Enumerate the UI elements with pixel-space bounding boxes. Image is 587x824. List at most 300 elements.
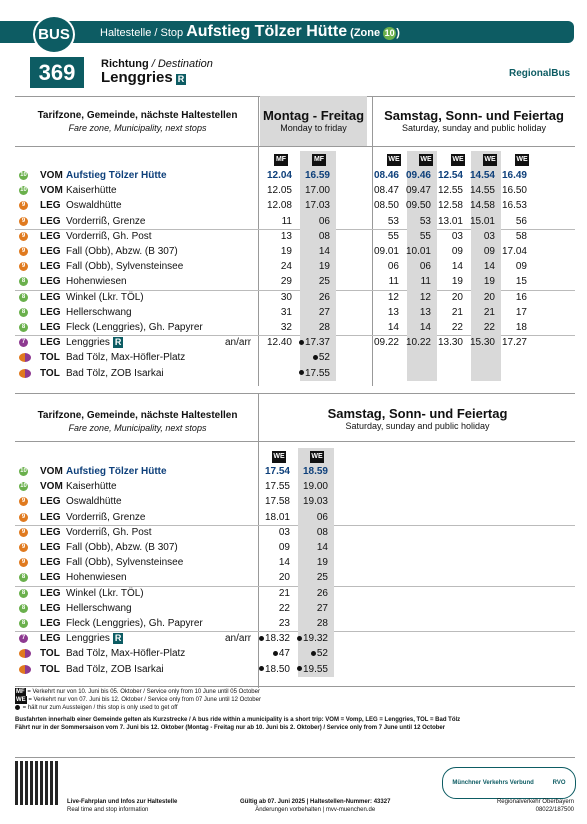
note-mf-tag: MF (16, 689, 25, 695)
departure-time (256, 510, 290, 525)
departure-value: 03 (483, 230, 495, 242)
departure-time (467, 320, 495, 335)
departure-time (371, 168, 399, 183)
departure-time (296, 183, 330, 198)
stop-name: Aufstieg Tölzer Hütte (66, 466, 167, 477)
zone-icon: 8 (19, 604, 28, 613)
departure-value: 12 (387, 291, 399, 303)
departure-value: 08.46 (373, 170, 399, 181)
stop-name: Bad Tölz, Max-Höfler-Platz (66, 648, 186, 660)
zone-icon: 9 (19, 497, 28, 506)
departure-value: 16 (515, 291, 527, 303)
departure-time (294, 494, 328, 509)
departure-time (296, 305, 330, 320)
departure-time (403, 214, 431, 229)
departure-time (499, 198, 527, 213)
stop-row (40, 555, 255, 570)
departure-time (403, 290, 431, 305)
departure-time (435, 168, 463, 183)
departure-value: 14.58 (469, 200, 495, 212)
departure-time (296, 350, 330, 365)
departure-value: 14 (451, 261, 463, 273)
stop-name: Fall (Obb), Sylvensteinsee (66, 261, 184, 273)
departure-time (435, 335, 463, 350)
departure-time (294, 631, 328, 646)
departure-value: 12.08 (266, 200, 292, 212)
departure-time (371, 320, 399, 335)
note-we-text: = Verkehrt nur von 07. Juni bis 12. Oktober / Service only from 07 June until 12 October (28, 697, 261, 703)
departure-value: 55 (419, 230, 431, 242)
departure-time (256, 570, 290, 585)
stop-name: Hohenwiesen (66, 572, 127, 584)
stops-title-2 (20, 410, 255, 435)
departure-value: 06 (387, 261, 399, 273)
departure-time (258, 320, 292, 335)
departure-time (294, 510, 328, 525)
exit-only-icon (15, 705, 20, 710)
departure-time (403, 198, 431, 213)
departure-value: 17.00 (304, 185, 330, 197)
stop-municipality: LEG (40, 496, 61, 508)
footer-valid (240, 798, 390, 814)
departure-value: 06 (316, 511, 328, 523)
departure-time (256, 555, 290, 570)
departure-time (294, 570, 328, 585)
departure-value: 14 (318, 246, 330, 257)
mvv-logo-text: Münchner Verkehrs Verbund (452, 780, 534, 786)
zone-icon: 9 (19, 528, 28, 537)
stop-municipality: LEG (40, 572, 61, 584)
stop-row (40, 290, 255, 305)
departure-time (294, 555, 328, 570)
note-we (15, 696, 261, 704)
departure-value: 13.30 (437, 337, 463, 349)
departure-time (467, 244, 495, 259)
departure-time (499, 320, 527, 335)
departure-value: 13 (280, 230, 292, 242)
departure-time (371, 274, 399, 289)
zone-icon: 10 (20, 187, 27, 194)
departure-time (294, 464, 328, 479)
zone-icon: 9 (19, 217, 28, 226)
departure-value: 22 (451, 322, 463, 333)
stop-row (40, 586, 255, 601)
departure-time (403, 244, 431, 259)
departure-value: 18.59 (302, 466, 328, 477)
departure-value: 18.01 (264, 511, 290, 523)
departure-value: 14.54 (469, 170, 495, 181)
divider (15, 146, 575, 147)
departure-time (256, 662, 290, 677)
departure-time (499, 214, 527, 229)
departure-time (371, 214, 399, 229)
stop-name: Lenggries (66, 337, 110, 349)
stop-municipality: LEG (40, 230, 61, 242)
line-number: 369 (30, 57, 84, 88)
departure-value: 17.37 (304, 337, 330, 349)
footer-live-de: Live-Fahrplan und Infos zur Haltestelle (67, 799, 178, 805)
departure-value: 16.59 (304, 170, 330, 181)
departure-time (435, 183, 463, 198)
stop-name: Vorderriß, Grenze (66, 215, 146, 227)
departure-value: 19 (451, 276, 463, 288)
stop-row (40, 214, 255, 229)
departure-time (256, 479, 290, 494)
zone-icon: 10 (20, 483, 27, 490)
zone-icon: 9 (19, 558, 28, 567)
departure-time (403, 168, 431, 183)
departure-time (296, 290, 330, 305)
stop-row (40, 540, 255, 555)
footer-valid-text: Gültig ab 07. Juni 2025 | Haltestellen-Nummer: 43327 (240, 799, 391, 805)
departure-time (435, 290, 463, 305)
departure-value: 16.49 (501, 170, 527, 181)
exit-only-icon (299, 340, 304, 345)
trip-tag: WE (272, 451, 286, 463)
zone-icon: 9 (19, 201, 28, 210)
stop-row (40, 305, 255, 320)
departure-value: 09 (515, 261, 527, 273)
zone-icon: 8 (19, 619, 28, 628)
departure-time (296, 198, 330, 213)
exit-only-icon (259, 636, 264, 641)
stop-row (40, 510, 255, 525)
departure-value: 27 (316, 602, 328, 614)
departure-time (258, 290, 292, 305)
departure-time (296, 244, 330, 259)
departure-value: 03 (451, 230, 463, 242)
zone-icon: 9 (19, 513, 28, 522)
departure-value: 19.03 (302, 496, 328, 508)
trip-tag: MF (312, 154, 326, 166)
departure-value: 47 (278, 648, 290, 660)
departure-value: 09 (451, 246, 463, 257)
note-exit (15, 704, 178, 712)
stop-row (40, 320, 255, 335)
departure-value: 17.55 (264, 481, 290, 493)
we-title-2 (260, 406, 575, 432)
departure-time (499, 183, 527, 198)
departure-time (499, 274, 527, 289)
departure-value: 15.01 (469, 215, 495, 227)
exit-only-icon (311, 651, 316, 656)
departure-time (296, 274, 330, 289)
departure-time (371, 198, 399, 213)
departure-time (403, 183, 431, 198)
departure-value: 12.05 (266, 185, 292, 197)
stop-row (40, 366, 255, 381)
departure-value: 12.55 (437, 185, 463, 197)
departure-value: 17.58 (264, 496, 290, 508)
stop-name: Bad Tölz, ZOB Isarkai (66, 367, 164, 379)
trip-tag: MF (274, 154, 288, 166)
departure-time (371, 335, 399, 350)
bus-badge: BUS (33, 15, 75, 54)
direction-label: Richtung (101, 58, 149, 70)
departure-value: 28 (316, 618, 328, 629)
departure-value: 11 (420, 276, 431, 288)
departure-value: 22 (483, 322, 495, 333)
direction-label-en: / Destination (151, 58, 213, 70)
zone-icon: 9 (19, 543, 28, 552)
departure-value: 55 (387, 230, 399, 242)
zone-icon (19, 353, 31, 362)
departure-value: 22 (278, 602, 290, 614)
stop-row (40, 601, 255, 616)
departure-value: 13 (419, 306, 431, 318)
departure-time (371, 290, 399, 305)
departure-value: 12.58 (437, 200, 463, 212)
zone-badge: 10 (384, 27, 395, 38)
departure-time (258, 305, 292, 320)
departure-value: 13 (387, 306, 399, 318)
departure-time (467, 183, 495, 198)
zone-icon (19, 665, 31, 674)
departure-time (294, 662, 328, 677)
departure-time (258, 259, 292, 274)
departure-value: 53 (419, 215, 431, 227)
departure-time (258, 335, 292, 350)
operator-code: 08022/187500 (535, 807, 574, 813)
departure-value: 31 (280, 306, 292, 318)
destination: Lenggries (101, 69, 173, 86)
departure-time (499, 305, 527, 320)
footer-changes: Änderungen vorbehalten | mvv-muenchen.de (255, 807, 376, 813)
stop-municipality: TOL (40, 367, 60, 379)
qr-code[interactable] (15, 761, 59, 805)
zone-icon: 9 (19, 232, 28, 241)
rail-badge: R (114, 633, 122, 644)
departure-time (296, 229, 330, 244)
departure-value: 17.27 (501, 337, 527, 349)
zone-icon (19, 649, 31, 658)
stop-municipality: LEG (40, 633, 61, 645)
departure-value: 30 (280, 291, 292, 303)
stop-name: Oswaldhütte (66, 496, 122, 508)
departure-value: 08 (318, 230, 330, 242)
stop-row (40, 168, 255, 183)
departure-time (371, 183, 399, 198)
exit-only-icon (313, 355, 318, 360)
departure-time (435, 305, 463, 320)
departure-time (294, 525, 328, 540)
stops-title-de: Tarifzone, Gemeinde, nächste Haltestellen (37, 410, 238, 421)
departure-time (467, 259, 495, 274)
stop-municipality: LEG (40, 322, 61, 333)
stops-title-en: Fare zone, Municipality, next stops (68, 423, 207, 433)
stop-municipality: VOM (40, 481, 63, 493)
stop-municipality: LEG (40, 337, 61, 349)
stop-municipality: TOL (40, 663, 60, 675)
stop-row (40, 464, 255, 479)
departure-time (371, 259, 399, 274)
departure-value: 32 (280, 322, 292, 333)
departure-value: 24 (280, 261, 292, 273)
departure-value: 20 (278, 572, 290, 584)
departure-value: 21 (451, 306, 463, 318)
departure-time (467, 274, 495, 289)
zone-prefix: (Zone (350, 27, 381, 39)
departure-value: 56 (515, 215, 527, 227)
divider (15, 393, 575, 394)
departure-time (256, 601, 290, 616)
stop-name: Vorderriß, Gh. Post (66, 230, 152, 242)
zone-icon: 8 (19, 573, 28, 582)
departure-time (258, 229, 292, 244)
departure-time (499, 229, 527, 244)
departure-time (371, 229, 399, 244)
operator-name: Regionalverkehr Oberbayern (496, 799, 574, 805)
departure-value: 16.53 (501, 200, 527, 212)
departure-time (256, 494, 290, 509)
stop-municipality: LEG (40, 200, 61, 212)
zone-icon (19, 369, 31, 378)
rvo-logo-text: RVO (552, 780, 566, 786)
stop-row (40, 662, 255, 677)
departure-time (435, 214, 463, 229)
stop-name: Aufstieg Tölzer Hütte (186, 23, 348, 40)
departure-value: 09.50 (405, 200, 431, 212)
departure-value: 11 (388, 276, 399, 288)
divider (15, 441, 575, 442)
stop-name: Hohenwiesen (66, 276, 127, 288)
departure-value: 26 (318, 291, 330, 303)
departure-time (294, 586, 328, 601)
departure-time (296, 214, 330, 229)
stop-row (40, 198, 255, 213)
departure-value: 13.01 (437, 215, 463, 227)
departure-time (258, 244, 292, 259)
we-title-en: Saturday, sunday and public holiday (402, 123, 546, 133)
departure-time (258, 274, 292, 289)
divider (15, 757, 575, 758)
we-title (374, 108, 574, 134)
note-short-trip: Busfahrten innerhalb einer Gemeinde gelten als Kurzstrecke / A bus ride within a municipality is a short trip: VOM = Vomp, LEG = Lenggries, TOL = Bad Tölz (15, 717, 461, 723)
footer-live (67, 798, 177, 814)
departure-time (403, 259, 431, 274)
mf-title-de: Montag - Freitag (262, 108, 365, 123)
departure-time (258, 198, 292, 213)
departure-time (296, 168, 330, 183)
departure-time (435, 198, 463, 213)
departure-time (403, 335, 431, 350)
departure-value: 18.32 (264, 633, 290, 645)
departure-value: 08.50 (373, 200, 399, 212)
departure-value: 10.01 (405, 246, 431, 257)
stop-municipality: LEG (40, 261, 61, 273)
departure-value: 14 (316, 542, 328, 553)
departure-value: 58 (515, 230, 527, 242)
departure-value: 09.46 (405, 170, 431, 181)
note-mf-text: = Verkehrt nur von 10. Juni bis 05. Oktober / Service only from 10 June until 05 October (27, 689, 260, 695)
stop-municipality: LEG (40, 511, 61, 523)
departure-time (294, 616, 328, 631)
departure-value: 06 (318, 215, 330, 227)
stop-name: Winkel (Lkr. TÖL) (66, 587, 144, 599)
departure-time (294, 601, 328, 616)
departure-time (467, 335, 495, 350)
stop-municipality: LEG (40, 215, 61, 227)
departure-time (435, 244, 463, 259)
stop-municipality: LEG (40, 618, 61, 629)
departure-value: 23 (278, 618, 290, 629)
stop-name: Oswaldhütte (66, 200, 122, 212)
departure-value: 12.04 (266, 170, 292, 181)
departure-value: 17 (515, 306, 527, 318)
departure-time (258, 168, 292, 183)
zone-icon: 10 (20, 172, 27, 178)
stop-municipality: LEG (40, 291, 61, 303)
departure-time (256, 464, 290, 479)
departure-value: 19.00 (302, 481, 328, 493)
departure-time (499, 335, 527, 350)
departure-value: 20 (451, 291, 463, 303)
departure-time (294, 646, 328, 661)
departure-value: 12.40 (266, 337, 292, 349)
departure-value: 52 (318, 352, 330, 364)
departure-value: 11 (281, 215, 292, 227)
departure-value: 08 (316, 526, 328, 538)
departure-value: 52 (316, 648, 328, 660)
departure-time (256, 631, 290, 646)
stop-row (40, 616, 255, 631)
departure-value: 25 (318, 276, 330, 288)
mvv-logo (442, 767, 576, 799)
stop-municipality: LEG (40, 587, 61, 599)
we-title-en: Saturday, sunday and public holiday (345, 421, 490, 431)
exit-only-icon (273, 651, 278, 656)
stop-row (40, 479, 255, 494)
zone-icon: 8 (19, 589, 28, 598)
stop-header (100, 23, 400, 42)
departure-time (435, 229, 463, 244)
departure-value: 25 (316, 572, 328, 584)
departure-time (296, 259, 330, 274)
departure-time (256, 586, 290, 601)
stop-name: Fall (Obb), Abzw. (B 307) (66, 542, 178, 553)
trip-tag: WE (515, 154, 529, 166)
exit-only-icon (299, 370, 304, 375)
departure-value: 09.22 (373, 337, 399, 349)
departure-time (499, 290, 527, 305)
stop-row (40, 525, 255, 540)
trip-tag: WE (387, 154, 401, 166)
departure-time (467, 168, 495, 183)
departure-value: 12 (419, 291, 431, 303)
zone-icon: 8 (19, 293, 28, 302)
departure-value: 19 (318, 261, 330, 273)
departure-value: 19.55 (302, 663, 328, 675)
we-title-de: Samstag, Sonn- und Feiertag (327, 406, 508, 421)
mf-title (260, 108, 367, 134)
stop-name: Fleck (Lenggries), Gh. Papyrer (66, 618, 203, 629)
departure-time (256, 525, 290, 540)
stop-row (40, 274, 255, 289)
stop-row (40, 631, 255, 646)
stop-municipality: LEG (40, 306, 61, 318)
departure-time (435, 320, 463, 335)
departure-value: 14 (387, 322, 399, 333)
stop-municipality: LEG (40, 526, 61, 538)
stop-name: Hellerschwang (66, 306, 132, 318)
departure-value: 14.55 (469, 185, 495, 197)
stop-municipality: VOM (40, 185, 63, 197)
stops-title (20, 110, 255, 135)
departure-value: 17.03 (304, 200, 330, 212)
zone-icon: 8 (19, 323, 28, 332)
departure-value: 19 (483, 276, 495, 288)
zone-icon: 7 (19, 634, 28, 643)
